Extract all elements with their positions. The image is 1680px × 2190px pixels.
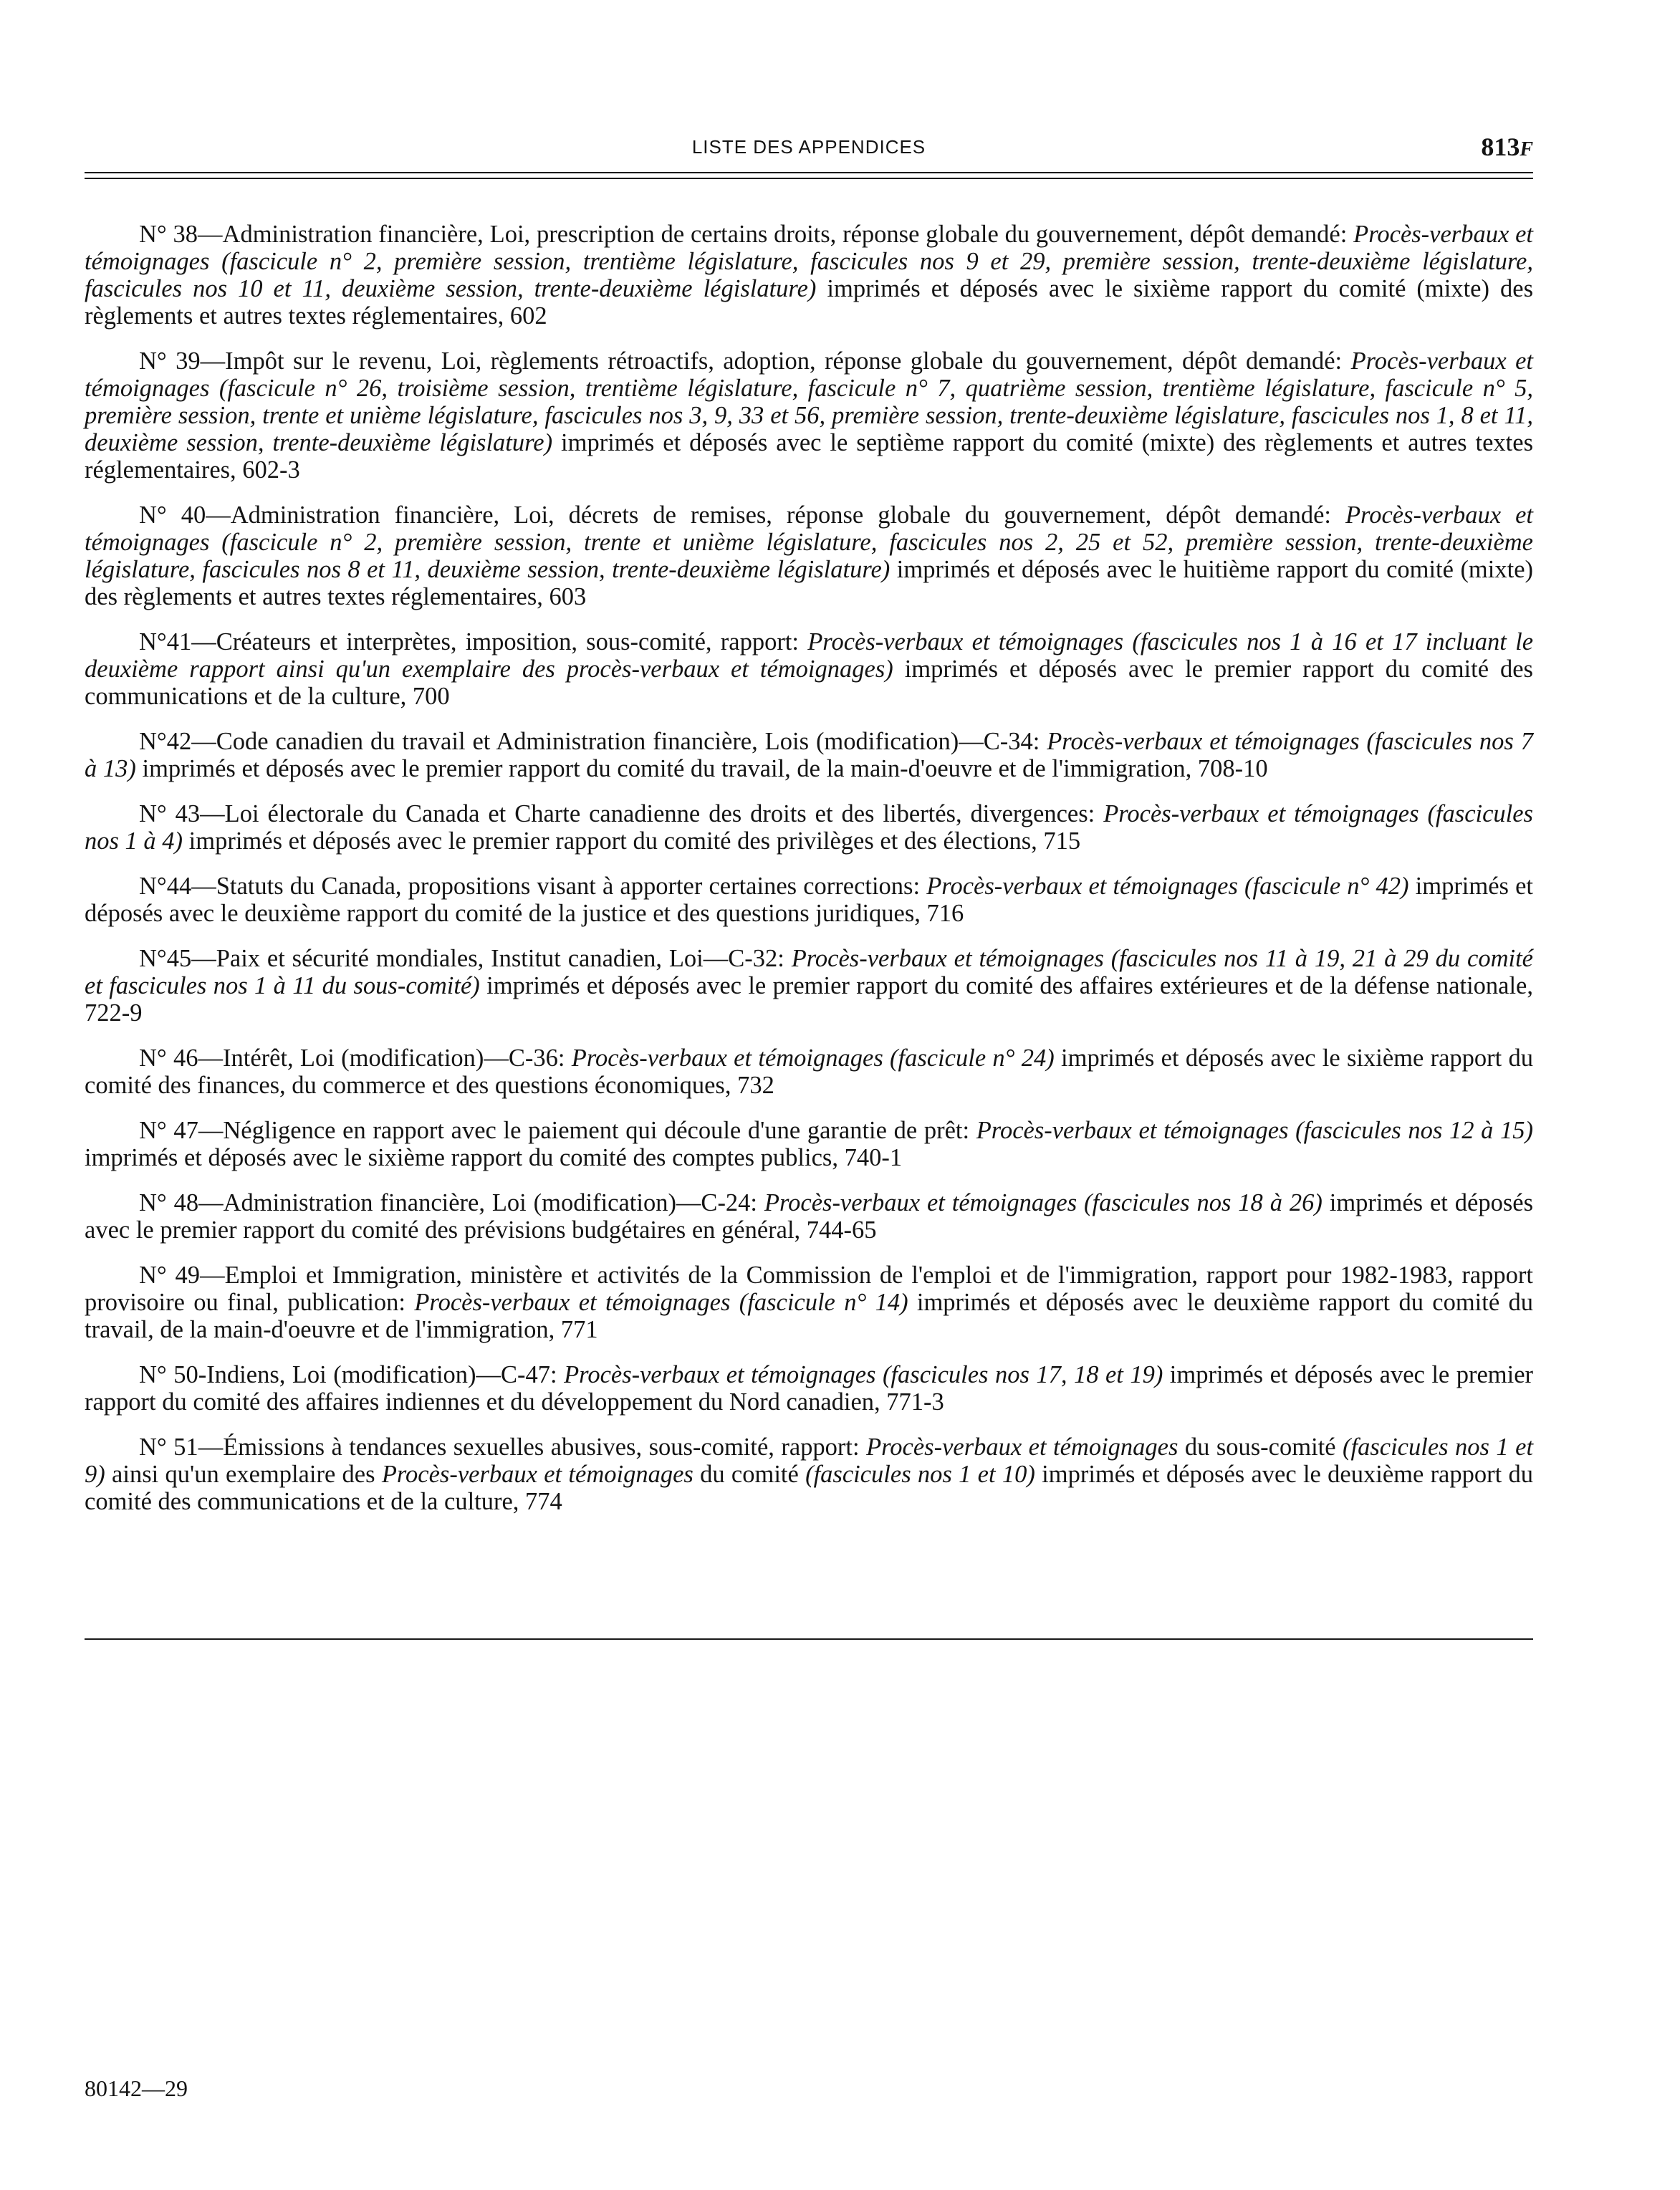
entry-italic: Procès-verbaux et témoignages (fascicules nos 1 à 4) xyxy=(85,800,1533,855)
entry-text: —Administration financière, Loi, décrets de remises, réponse globale du gouvernement, dépôt demandé: xyxy=(206,501,1345,529)
header-double-rule xyxy=(85,172,1533,179)
appendix-entry-51 xyxy=(85,1433,1533,1515)
appendix-entry-40 xyxy=(85,501,1533,610)
appendix-entry-44 xyxy=(85,873,1533,927)
entry-text: —Emploi et Immigration, ministère et activités de la Commission de l'emploi et de l'immigration, rapport pour 1982-1983, rapport provisoire ou final, publication: xyxy=(85,1262,1533,1316)
entry-number: N°42 xyxy=(139,728,192,755)
entry-text: —Négligence en rapport avec le paiement qui découle d'une garantie de prêt: xyxy=(198,1117,976,1144)
entry-text: —Intérêt, Loi (modification)—C-36: xyxy=(198,1044,572,1072)
running-head: LISTE DES APPENDICES xyxy=(691,136,926,158)
entry-text: —Paix et sécurité mondiales, Institut canadien, Loi—C-32: xyxy=(191,945,792,972)
appendix-entry-45 xyxy=(85,945,1533,1027)
appendix-list xyxy=(85,221,1533,1533)
closing-rule xyxy=(85,1638,1533,1640)
entry-tail: imprimés et déposés avec le premier rapport du comité du travail, de la main-d'oeuvre et de l'immigration, 708-10 xyxy=(135,755,1268,782)
entry-number: N° 49 xyxy=(139,1262,201,1289)
entry-italic: Procès-verbaux et témoignages xyxy=(866,1433,1179,1461)
entry-tail: imprimés et déposés avec le septième rapport du comité (mixte) des règlements et autres textes réglementaires, 602-3 xyxy=(85,429,1534,484)
entry-number: N°45 xyxy=(139,945,192,972)
entry-italic: Procès-verbaux et témoignages (fascicule n° 2, première session, trente et unième législature, fascicules nos 2, 25 et 52, première session, trente-deuxième législature, fascicules nos 8 et 11, deuxième session, trente-deuxième législature) xyxy=(85,501,1533,583)
appendix-entry-49 xyxy=(85,1262,1533,1343)
entry-tail-3: du comité xyxy=(693,1461,806,1488)
footer-code: 80142—29 xyxy=(85,2075,188,2101)
entry-text: —Code canadien du travail et Administration financière, Lois (modification)—C-34: xyxy=(191,728,1047,755)
entry-number: N° 50 xyxy=(139,1361,198,1388)
entry-italic-2: (fascicules nos 1 et 9) xyxy=(85,1433,1534,1488)
entry-number: N° 38 xyxy=(139,221,198,248)
entry-tail: imprimés et déposés avec le sixième rapport du comité des finances, du commerce et des questions économiques, 732 xyxy=(85,1044,1533,1099)
entry-italic-4: (fascicules nos 1 et 10) xyxy=(805,1461,1035,1488)
entry-tail: imprimés et déposés avec le huitième rapport du comité (mixte) des règlements et autres textes réglementaires, 603 xyxy=(85,556,1533,610)
entry-number: N° 46 xyxy=(139,1044,198,1072)
entry-tail-4: imprimés et déposés avec le deuxième rapport du comité des communications et de la culture, 774 xyxy=(85,1461,1533,1515)
entry-tail: imprimés et déposés avec le premier rapport du comité des affaires extérieures et de la défense nationale, 722-9 xyxy=(85,972,1533,1027)
entry-italic: Procès-verbaux et témoignages (fascicule n° 2, première session, trentième législature, fascicules nos 9 et 29, première session, trente-deuxième législature, fascicules nos 10 et 11, deuxième session, trente-deuxième législature) xyxy=(85,221,1534,302)
entry-text: —Administration financière, Loi (modification)—C-24: xyxy=(198,1189,764,1216)
entry-italic: Procès-verbaux et témoignages (fascicules nos 11 à 19, 21 à 29 du comité et fascicules nos 1 à 11 du sous-comité) xyxy=(85,945,1533,999)
entry-italic: Procès-verbaux et témoignages (fascicules nos 12 à 15) xyxy=(976,1117,1534,1144)
entry-tail: imprimés et déposés avec le sixième rapport du comité (mixte) des règlements et autres textes réglementaires, 602 xyxy=(85,275,1533,330)
appendix-entry-43 xyxy=(85,800,1533,855)
appendix-entry-47 xyxy=(85,1117,1533,1171)
entry-text: —Créateurs et interprètes, imposition, sous-comité, rapport: xyxy=(191,628,808,655)
appendix-entry-42 xyxy=(85,728,1533,782)
entry-tail: imprimés et déposés avec le deuxième rapport du comité de la justice et des questions juridiques, 716 xyxy=(85,873,1534,927)
entry-text: —Émissions à tendances sexuelles abusives, sous-comité, rapport: xyxy=(198,1433,867,1461)
entry-tail: imprimés et déposés avec le deuxième rapport du comité du travail, de la main-d'oeuvre et de l'immigration, 771 xyxy=(85,1289,1533,1343)
page-number-suffix: F xyxy=(1520,138,1533,160)
entry-italic: Procès-verbaux et témoignages (fascicules nos 7 à 13) xyxy=(85,728,1534,782)
entry-italic: Procès-verbaux et témoignages (fascicules nos 18 à 26) xyxy=(764,1189,1323,1216)
entry-italic: Procès-verbaux et témoignages (fascicule n° 42) xyxy=(926,873,1409,900)
entry-italic: Procès-verbaux et témoignages (fascicule n° 14) xyxy=(414,1289,908,1316)
page-number xyxy=(1481,132,1533,162)
entry-number: N° 48 xyxy=(139,1189,199,1216)
entry-number: N° 39 xyxy=(139,347,201,375)
entry-tail-2: ainsi qu'un exemplaire des xyxy=(105,1461,382,1488)
entry-number: N° 47 xyxy=(139,1117,198,1144)
entry-number: N°41 xyxy=(139,628,192,655)
entry-number: N° 43 xyxy=(139,800,201,827)
appendix-entry-46 xyxy=(85,1044,1533,1099)
entry-italic: Procès-verbaux et témoignages (fascicule n° 24) xyxy=(571,1044,1055,1072)
entry-text: —Impôt sur le revenu, Loi, règlements rétroactifs, adoption, réponse globale du gouvernement, dépôt demandé: xyxy=(200,347,1351,375)
entry-tail: du sous-comité xyxy=(1178,1433,1336,1461)
page-header xyxy=(85,135,1533,163)
entry-tail: imprimés et déposés avec le sixième rapport du comité des comptes publics, 740-1 xyxy=(85,1144,903,1171)
entry-tail: imprimés et déposés avec le premier rapport du comité des communications et de la culture, 700 xyxy=(85,655,1533,710)
page-number-value: 813 xyxy=(1481,133,1520,161)
appendix-entry-38 xyxy=(85,221,1533,330)
appendix-entry-39 xyxy=(85,347,1533,484)
entry-tail: imprimés et déposés avec le premier rapport du comité des privilèges et des élections, 715 xyxy=(183,827,1081,855)
entry-italic: Procès-verbaux et témoignages (fascicule n° 26, troisième session, trentième législature, fascicule n° 7, quatrième session, trentième législature, fascicule n° 5, première session, trente et unième législature, fascicules nos 3, 9, 33 et 56, première session, trente-deuxième législature, fascicules nos 1, 8 et 11, deuxième session, trente-deuxième législature) xyxy=(85,347,1533,456)
appendix-entry-48 xyxy=(85,1189,1533,1244)
appendix-entry-50 xyxy=(85,1361,1533,1416)
entry-tail: imprimés et déposés avec le premier rapport du comité des prévisions budgétaires en général, 744-65 xyxy=(85,1189,1533,1244)
entry-number: N°44 xyxy=(139,873,192,900)
entry-number: N° 40 xyxy=(139,501,206,529)
entry-tail: imprimés et déposés avec le premier rapport du comité des affaires indiennes et du développement du Nord canadien, 771-3 xyxy=(85,1361,1533,1416)
entry-text: -Indiens, Loi (modification)—C-47: xyxy=(198,1361,565,1388)
appendix-entry-41 xyxy=(85,628,1533,710)
entry-text: —Loi électorale du Canada et Charte canadienne des droits et des libertés, divergences: xyxy=(200,800,1104,827)
entry-italic-3: Procès-verbaux et témoignages xyxy=(381,1461,693,1488)
entry-italic: Procès-verbaux et témoignages (fascicules nos 1 à 16 et 17 incluant le deuxième rapport ainsi qu'un exemplaire des procès-verbaux et témoignages) xyxy=(85,628,1534,683)
entry-number: N° 51 xyxy=(139,1433,198,1461)
entry-italic: Procès-verbaux et témoignages (fascicules nos 17, 18 et 19) xyxy=(564,1361,1163,1388)
entry-text: —Administration financière, Loi, prescription de certains droits, réponse globale du gouvernement, dépôt demandé: xyxy=(198,221,1354,248)
entry-text: —Statuts du Canada, propositions visant à apporter certaines corrections: xyxy=(191,873,927,900)
